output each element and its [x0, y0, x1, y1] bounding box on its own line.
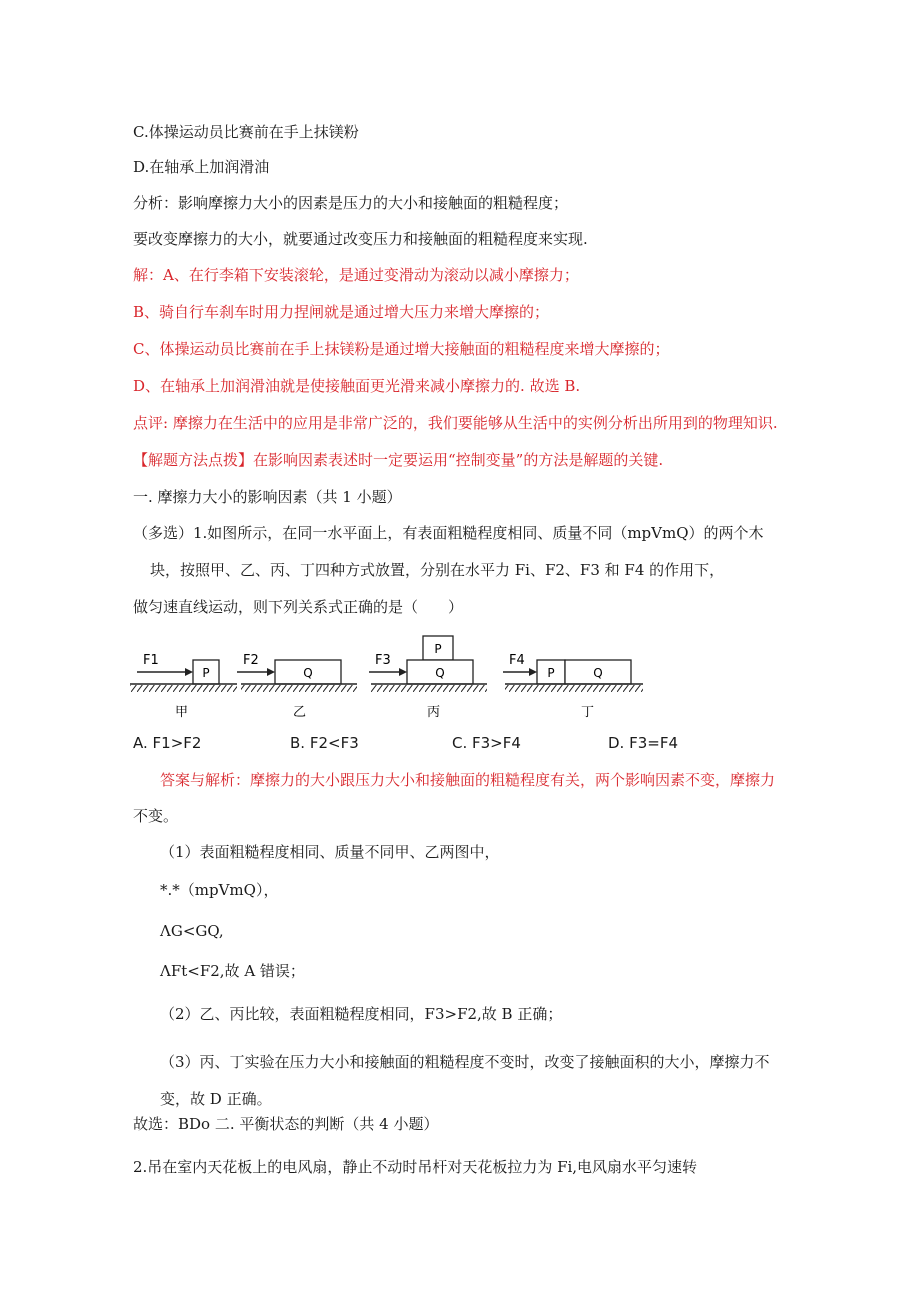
method-tip: 【解题方法点拨】在影响因素表述时一定要运用“控制变量”的方法是解题的关键. — [133, 451, 664, 469]
option-c-text: C.体操运动员比赛前在手上抹镁粉 — [133, 123, 359, 141]
solution-b: B、骑自行车刹车时用力捏闸就是通过增大压力来增大摩擦的； — [133, 303, 550, 321]
question-1-line-2: 块，按照甲、乙、丙、丁四种方式放置，分别在水平力 Fi、F2、F3 和 F4 的作用下， — [150, 561, 725, 579]
force-label-f2: F2 — [243, 653, 259, 668]
step-1-text: （1）表面粗糙程度相同、质量不同甲、乙两图中， — [160, 843, 500, 861]
panel-bing — [369, 636, 487, 720]
answer-option-c: C. F3>F4 — [452, 734, 521, 752]
answer-option-a: A. F1>F2 — [133, 734, 202, 752]
comment-text: 点评: 摩擦力在生活中的应用是非常广泛的，我们要能够从生活中的实例分析出所用到的物理知识. — [133, 414, 778, 432]
solution-c: C、体操运动员比赛前在手上抹镁粉是通过增大接触面的粗糙程度来增大摩擦的； — [133, 340, 670, 358]
answer-explanation-1: 答案与解析：摩擦力的大小跟压力大小和接触面的粗糙程度有关，两个影响因素不变，摩擦力 — [160, 771, 776, 789]
caption-ding: 丁 — [581, 705, 595, 720]
svg-text:Q: Q — [303, 666, 313, 680]
force-label-f4: F4 — [509, 653, 525, 668]
step-1-force: ΛFt<F2,故 A 错误； — [160, 962, 305, 980]
svg-text:P: P — [434, 642, 442, 656]
force-label-f1: F1 — [143, 653, 159, 668]
step-3-text: （3）丙、丁实验在压力大小和接触面的粗糙程度不变时，改变了接触面积的大小，摩擦力不 — [160, 1053, 770, 1071]
force-label-f3: F3 — [375, 653, 391, 668]
step-1-weight: ΛG<GQ, — [160, 922, 224, 940]
analysis-line-1: 分析：影响摩擦力大小的因素是压力的大小和接触面的粗糙程度； — [133, 194, 569, 212]
svg-text:P: P — [547, 666, 555, 680]
panel-ding — [503, 653, 643, 720]
option-d-text: D.在轴承上加润滑油 — [133, 158, 270, 176]
arrow-icon — [185, 668, 193, 676]
step-1-mass: *.*（mpVmQ）， — [160, 881, 279, 899]
svg-text:P: P — [202, 666, 210, 680]
caption-yi: 乙 — [293, 705, 307, 720]
solution-d: D、在轴承上加润滑油就是使接触面更光滑来减小摩擦力的. 故选 B. — [133, 377, 581, 395]
friction-diagram — [125, 628, 685, 724]
analysis-line-2: 要改变摩擦力的大小，就要通过改变压力和接触面的粗糙程度来实现. — [133, 230, 588, 248]
panel-yi — [237, 653, 357, 720]
question-1-line-1: （多选）1.如图所示，在同一水平面上，有表面粗糙程度相同、质量不同（mpVmQ）的两个木 — [133, 524, 764, 542]
solution-a: 解：A、在行李箱下安装滚轮，是通过变滑动为滚动以减小摩擦力； — [133, 266, 579, 284]
conclusion-and-section-2: 故选：BDo 二. 平衡状态的判断（共 4 小题） — [133, 1115, 439, 1133]
answer-option-b: B. F2<F3 — [290, 734, 359, 752]
step-2-text: （2）乙、丙比较，表面粗糙程度相同，F3>F2,故 B 正确； — [160, 1005, 563, 1023]
question-1-line-3: 做匀速直线运动，则下列关系式正确的是（ ） — [133, 598, 464, 616]
question-2-line-1: 2.吊在室内天花板上的电风扇，静止不动时吊杆对天花板拉力为 Fi,电风扇水平匀速转 — [133, 1158, 698, 1176]
svg-text:Q: Q — [593, 666, 603, 680]
caption-bing: 丙 — [427, 705, 441, 720]
step-3-text-cont: 变，故 D 正确。 — [160, 1090, 272, 1108]
arrow-icon — [399, 668, 407, 676]
svg-text:Q: Q — [435, 666, 445, 680]
caption-jia: 甲 — [175, 705, 189, 720]
section-heading-1: 一. 摩擦力大小的影响因素（共 1 小题） — [133, 488, 402, 506]
arrow-icon — [267, 668, 275, 676]
arrow-icon — [529, 668, 537, 676]
answer-option-d: D. F3=F4 — [608, 734, 678, 752]
panel-jia — [130, 653, 237, 720]
answer-explanation-2: 不变。 — [133, 807, 179, 825]
